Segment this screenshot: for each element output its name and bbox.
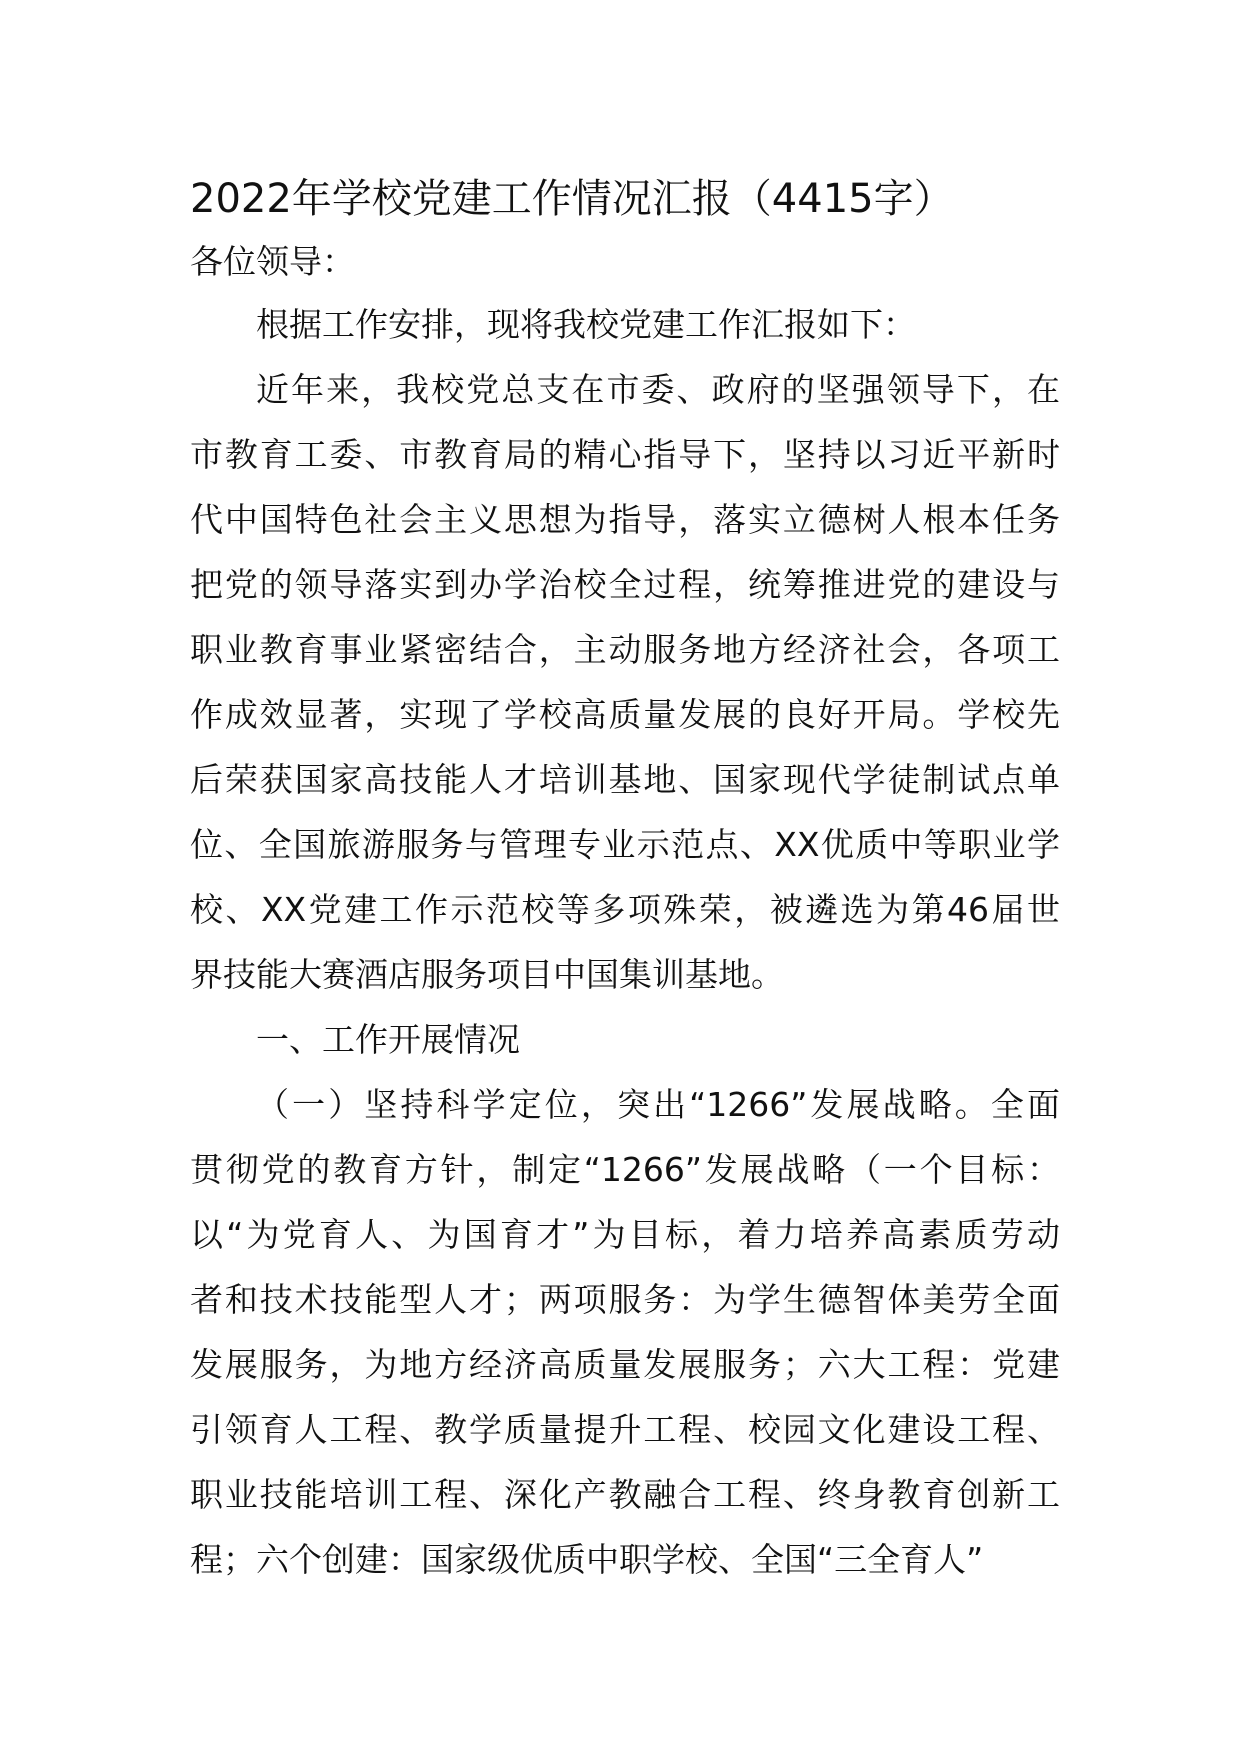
paragraph-line: 校、XX党建工作示范校等多项殊荣，被遴选为第46届世: [190, 890, 1060, 929]
paragraph-line: 职业技能培训工程、深化产教融合工程、终身教育创新工: [190, 1475, 1060, 1514]
paragraph-line: 后荣获国家高技能人才培训基地、国家现代学徒制试点单: [190, 760, 1060, 799]
paragraph-line: 引领育人工程、教学质量提升工程、校园文化建设工程、: [190, 1410, 1060, 1449]
document-title: 2022年学校党建工作情况汇报（4415字）: [190, 176, 954, 222]
paragraph-line: 位、全国旅游服务与管理专业示范点、XX优质中等职业学: [190, 825, 1060, 864]
document-body: [190, 170, 1060, 1592]
paragraph: [190, 1072, 1060, 1592]
paragraph-line: 把党的领导落实到办学治校全过程，统筹推进党的建设与: [190, 565, 1060, 604]
paragraph: [190, 1007, 1060, 1072]
greeting: 各位领导：: [190, 242, 355, 281]
paragraph-line: 作成效显著，实现了学校高质量发展的良好开局。学校先: [190, 695, 1060, 734]
paragraphs: [190, 292, 1060, 1592]
paragraph-line: 职业教育事业紧密结合，主动服务地方经济社会，各项工: [190, 630, 1060, 669]
paragraph-line: 发展服务，为地方经济高质量发展服务；六大工程：党建: [190, 1345, 1060, 1384]
paragraph-line: 一、工作开展情况: [256, 1020, 520, 1059]
paragraph: [190, 292, 1060, 357]
paragraph-line: 界技能大赛酒店服务项目中国集训基地。: [190, 955, 784, 994]
paragraph-line: 贯彻党的教育方针，制定“1266”发展战略（一个目标：: [190, 1150, 1060, 1189]
paragraph-line: 根据工作安排，现将我校党建工作汇报如下：: [256, 305, 916, 344]
paragraph-line: 近年来，我校党总支在市委、政府的坚强领导下，在: [256, 370, 1060, 409]
paragraph-line: 市教育工委、市教育局的精心指导下，坚持以习近平新时: [190, 435, 1060, 474]
paragraph-line: 代中国特色社会主义思想为指导，落实立德树人根本任务: [190, 500, 1060, 539]
paragraph-line: （一）坚持科学定位，突出“1266”发展战略。全面: [256, 1085, 1060, 1124]
paragraph-line: 程；六个创建：国家级优质中职学校、全国“三全育人”: [190, 1540, 984, 1579]
paragraph-line: 者和技术技能型人才；两项服务：为学生德智体美劳全面: [190, 1280, 1060, 1319]
paragraph-line: 以“为党育人、为国育才”为目标，着力培养高素质劳动: [190, 1215, 1060, 1254]
paragraph: [190, 357, 1060, 1007]
